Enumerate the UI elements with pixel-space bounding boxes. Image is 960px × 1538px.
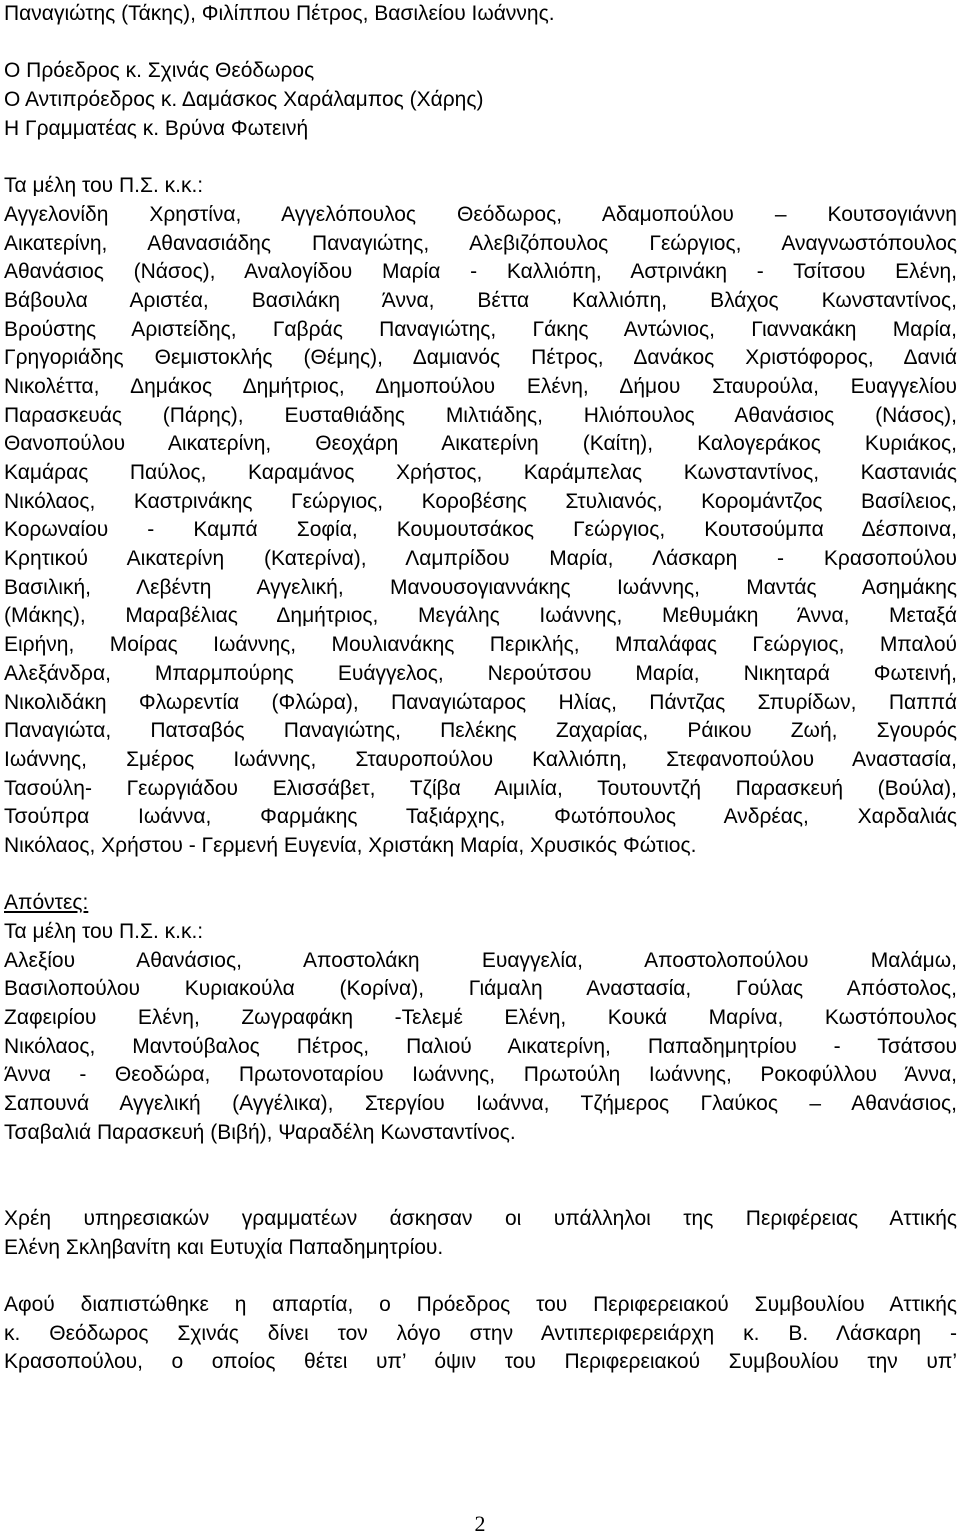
present-line: Βασιλική, Λεβέντη Αγγελική, Μανουσογιαννάκης Ιωάννης, Μαντάς Ασημάκης	[4, 575, 957, 599]
present-line: Αθανάσιος (Νάσος), Αναλογίδου Μαρία - Καλλιόπη, Αστρινάκη - Τσίτσου Ελένη,	[4, 260, 957, 284]
document-page	[4, 0, 957, 1377]
absent-members-paragraph	[4, 947, 957, 1148]
present-line: (Μάκης), Μαραβέλιας Δημήτριος, Μεγάλης Ιωάννης, Μεθυμάκη Άννα, Μεταξά	[4, 604, 957, 628]
secretaries-paragraph	[4, 1205, 957, 1262]
spacer	[4, 29, 957, 58]
present-line: Τασούλη- Γεωργιάδου Ελισσάβετ, Τζίβα Αιμιλία, Τουτουντζή Παρασκευή (Βούλα),	[4, 776, 957, 800]
present-line: Νικολέττα, Δημάκος Δημήτριος, Δημοπούλου Ελένη, Δήμου Σταυρούλα, Ευαγγελίου	[4, 374, 957, 398]
present-line: Γρηγοριάδης Θεμιστοκλής (Θέμης), Δαμιανός Πέτρος, Δανάκος Χριστόφορος, Δανιά	[4, 346, 957, 370]
absent-line: Άννα - Θεοδώρα, Πρωτονοταρίου Ιωάννης, Πρωτούλη Ιωάννης, Ροκοφύλλου Άννα,	[4, 1063, 957, 1087]
present-line: Αλεξάνδρα, Μπαρμπούρης Ευάγγελος, Νερούτσου Μαρία, Νικηταρά Φωτεινή,	[4, 661, 957, 685]
header-line: Παναγιώτης (Τάκης), Φιλίππου Πέτρος, Βασιλείου Ιωάννης.	[4, 2, 555, 25]
absent-line: Νικόλαος, Μαντούβαλος Πέτρος, Παλιού Αικατερίνη, Παπαδημητρίου - Τσάτσου	[4, 1034, 957, 1058]
present-line: Βάβουλα Αριστέα, Βασιλάκη Άννα, Βέττα Καλλιόπη, Βλάχος Κωνσταντίνος,	[4, 288, 957, 312]
present-line: Νικόλαος, Καστρινάκης Γεώργιος, Κοροβέσης Στυλιανός, Κορομάντζος Βασίλειος,	[4, 489, 957, 513]
present-line: Ειρήνη, Μοίρας Ιωάννης, Μουλιανάκης Περικλής, Μπαλάφας Γεώργιος, Μπαλού	[4, 633, 957, 657]
present-line: Παρασκευάς (Πάρης), Ευσταθιάδης Μιλτιάδης, Ηλιόπουλος Αθανάσιος (Νάσος),	[4, 403, 957, 427]
present-line: Παναγιώτα, Πατσαβός Παναγιώτης, Πελέκης Ζαχαρίας, Ράικου Ζωή, Σγουρός	[4, 719, 957, 743]
spacer	[4, 1148, 957, 1177]
absent-members-label: Τα μέλη του Π.Σ. κ.κ.:	[4, 920, 204, 943]
president-line: Ο Πρόεδρος κ. Σχινάς Θεόδωρος	[4, 59, 315, 83]
secretaries-line: Χρέη υπηρεσιακών γραμματέων άσκησαν οι υπάλληλοι της Περιφέρειας Αττικής	[4, 1206, 957, 1230]
present-line: Καμάρας Παύλος, Καραμάνος Χρήστος, Καράμπελας Κωνσταντίνος, Καστανιάς	[4, 461, 957, 484]
secretary-line: Η Γραμματέας κ. Βρύνα Φωτεινή	[4, 116, 309, 140]
present-line: Τσούπρα Ιωάννα, Φαρμάκης Ταξιάρχης, Φωτόπουλος Ανδρέας, Χαρδαλιάς	[4, 805, 957, 829]
present-line: Θανοπούλου Αικατερίνη, Θεοχάρη Αικατερίνη (Καίτη), Καλογεράκος Κυριάκος,	[4, 432, 957, 456]
members-label: Τα μέλη του Π.Σ. κ.κ.:	[4, 174, 204, 198]
quorum-line: Κρασοπούλου, ο οποίος θέτει υπ’ όψιν του Περιφερειακού Συμβουλίου την υπ’	[4, 1350, 957, 1374]
absent-line: Τσαβαλιά Παρασκευή (Βιβή), Ψαραδέλη Κωνσταντίνος.	[4, 1120, 516, 1144]
present-line: Αικατερίνη, Αθανασιάδης Παναγιώτης, Αλεβιζόπουλος Γεώργιος, Αναγνωστόπουλος	[4, 231, 957, 255]
absent-line: Βασιλοπούλου Κυριακούλα (Κορίνα), Γιάμαλη Αναστασία, Γούλας Απόστολος,	[4, 977, 957, 1001]
secretaries-line: Ελένη Σκληβανίτη και Ευτυχία Παπαδημητρίου.	[4, 1235, 444, 1259]
absent-line: Αλεξίου Αθανάσιος, Αποστολάκη Ευαγγελία, Αποστολοπούλου Μαλάμω,	[4, 948, 957, 972]
absent-line: Ζαφειρίου Ελένη, Ζωγραφάκη -Τελεμέ Ελένη, Κουκά Μαρίνα, Κωστόπουλος	[4, 1006, 957, 1030]
absent-heading: Απόντες:	[4, 891, 89, 915]
present-line: Νικόλαος, Χρήστου - Γερμενή Ευγενία, Χριστάκη Μαρία, Χρυσικός Φώτιος.	[4, 833, 697, 857]
absent-line: Σαπουνά Αγγελική (Αγγέλικα), Στεργίου Ιωάννα, Τζήμερος Γλαύκος – Αθανάσιος,	[4, 1092, 957, 1116]
present-line: Βρούστης Αριστείδης, Γαβράς Παναγιώτης, Γάκης Αντώνιος, Γιαννακάκη Μαρία,	[4, 317, 957, 341]
present-line: Κορωναίου - Καμπά Σοφία, Κουμουτσάκος Γεώργιος, Κουτσούμπα Δέσποινα,	[4, 518, 957, 542]
spacer	[4, 861, 957, 890]
page-number: 2	[474, 1511, 486, 1536]
spacer	[4, 143, 957, 172]
vice-president-line: Ο Αντιπρόεδρος κ. Δαμάσκος Χαράλαμπος (Χάρης)	[4, 88, 484, 112]
quorum-paragraph	[4, 1291, 957, 1377]
present-line: Κρητικού Αικατερίνη (Κατερίνα), Λαμπρίδου Μαρία, Λάσκαρη - Κρασοπούλου	[4, 547, 957, 571]
present-line: Αγγελονίδη Χρηστίνα, Αγγελόπουλος Θεόδωρος, Αδαμοπούλου – Κουτσογιάννη	[4, 202, 957, 226]
present-line: Νικολιδάκη Φλωρεντία (Φλώρα), Παναγιώταρος Ηλίας, Πάντζας Σπυρίδων, Παππά	[4, 690, 957, 714]
quorum-line: κ. Θεόδωρος Σχινάς δίνει τον λόγο στην Αντιπεριφερειάρχη κ. Β. Λάσκαρη -	[4, 1321, 957, 1345]
present-members-paragraph	[4, 201, 957, 861]
quorum-line: Αφού διαπιστώθηκε η απαρτία, ο Πρόεδρος του Περιφερειακού Συμβουλίου Αττικής	[4, 1292, 957, 1316]
spacer	[4, 1176, 957, 1205]
spacer	[4, 1262, 957, 1291]
present-line: Ιωάννης, Σμέρος Ιωάννης, Σταυροπούλου Καλλιόπη, Στεφανοπούλου Αναστασία,	[4, 747, 957, 771]
